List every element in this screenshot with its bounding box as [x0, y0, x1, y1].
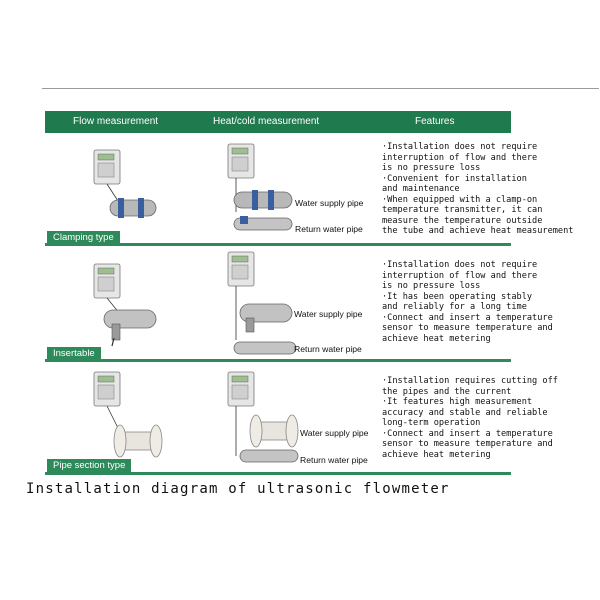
row-divider	[45, 243, 511, 246]
feature-line: interruption of flow and there	[382, 152, 538, 163]
feature-line: ·Installation requires cutting off	[382, 376, 558, 386]
insert-features	[382, 260, 594, 344]
feature-line: measure the temperature outside	[382, 215, 543, 226]
table-header	[45, 111, 511, 133]
insert-heat-illustration	[226, 250, 306, 358]
pipe-features	[382, 376, 594, 460]
feature-line: achieve heat metering	[382, 449, 491, 460]
row-label-insertable: Insertable	[47, 347, 101, 361]
pipe-supply-pipe-label: Water supply pipe	[300, 428, 369, 438]
feature-line: is no pressure loss	[382, 163, 481, 173]
feature-line: the tube and achieve heat measurement	[382, 226, 574, 236]
pipe-heat-illustration	[226, 370, 306, 470]
feature-line: accuracy and stable and reliable	[382, 407, 548, 418]
pipe-return-pipe-label: Return water pipe	[300, 455, 368, 465]
insert-flow-illustration	[90, 262, 160, 352]
header-heat-cold-measurement: Heat/cold measurement	[213, 116, 320, 127]
clamp-supply-pipe-label: Water supply pipe	[295, 198, 364, 208]
feature-line: interruption of flow and there	[382, 270, 538, 281]
feature-line: sensor to measure temperature and	[382, 439, 553, 449]
clamp-heat-illustration	[226, 142, 296, 237]
clamp-features	[382, 142, 594, 237]
feature-line: ·Convenient for installation	[382, 173, 527, 184]
feature-line: ·Installation does not require	[382, 260, 538, 270]
feature-line: sensor to measure temperature and	[382, 323, 553, 333]
clamp-return-pipe-label: Return water pipe	[295, 224, 363, 234]
row-divider	[45, 359, 511, 362]
pipe-flow-illustration	[90, 370, 170, 465]
feature-line: ·Connect and insert a temperature	[382, 428, 553, 439]
feature-line: achieve heat metering	[382, 333, 491, 344]
feature-line: ·It has been operating stably	[382, 291, 533, 302]
diagram-caption: Installation diagram of ultrasonic flowmeter	[26, 481, 450, 497]
feature-line: ·When equipped with a clamp-on	[382, 194, 538, 205]
feature-line: temperature transmitter, it can	[382, 205, 543, 215]
header-features: Features	[415, 116, 455, 127]
feature-line: long-term operation	[382, 418, 481, 428]
feature-line: ·It features high measurement	[382, 397, 533, 407]
row-label-clamping: Clamping type	[47, 231, 120, 245]
feature-line: and maintenance	[382, 184, 460, 194]
feature-line: ·Connect and insert a temperature	[382, 312, 553, 323]
insert-supply-pipe-label: Water supply pipe	[294, 309, 363, 319]
top-rule	[42, 88, 599, 89]
header-flow-measurement: Flow measurement	[73, 116, 159, 127]
feature-line: and reliably for a long time	[382, 302, 527, 312]
row-divider	[45, 472, 511, 475]
insert-return-pipe-label: Return water pipe	[294, 344, 362, 354]
feature-line: the pipes and the current	[382, 386, 512, 397]
row-label-pipe-section: Pipe section type	[47, 459, 131, 473]
feature-line: is no pressure loss	[382, 281, 481, 291]
clamp-flow-illustration	[90, 148, 160, 228]
feature-line: ·Installation does not require	[382, 142, 538, 152]
